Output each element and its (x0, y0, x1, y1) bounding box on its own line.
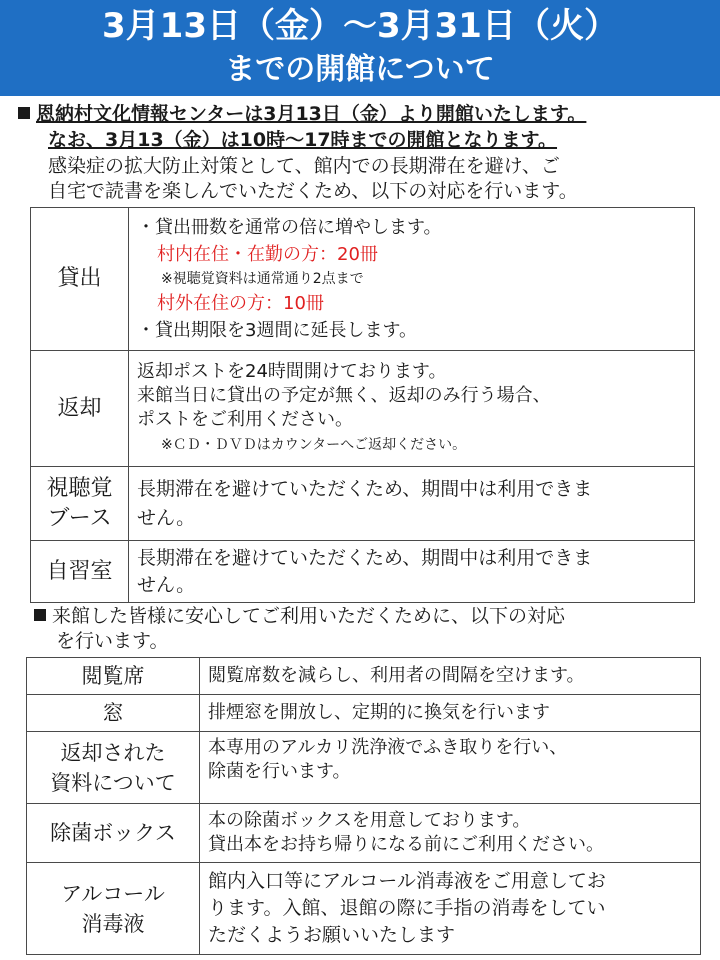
table-row-sterilization-box (27, 804, 701, 863)
sterilization-box-label: 除菌ボックス (27, 804, 200, 863)
alcohol-details: 館内入口等にアルコール消毒液をご用意してお ります。入館、退館の際に手指の消毒をしてい ただくようお願いいたします (200, 863, 701, 955)
intro-text-line-1: 感染症の拡大防止対策として、館内での長期滞在を避け、ご (48, 155, 560, 177)
intro-text-line-2: 自宅で読書を楽しんでいただくため、以下の対応を行います。 (48, 180, 578, 202)
bullet-square-icon (18, 107, 30, 119)
return-label: 返却 (31, 351, 129, 467)
table-row-lending (31, 208, 695, 351)
safety-measures-table (26, 657, 701, 955)
table-row-alcohol (27, 863, 701, 955)
table-row-window (27, 695, 701, 732)
table-row-av-booth (31, 467, 695, 541)
av-booth-label: 視聴覚 ブース (31, 467, 129, 541)
returned-materials-details: 本専用のアルカリ洗浄液でふき取りを行い、 除菌を行います。 (200, 732, 701, 804)
study-room-details: 長期滞在を避けていただくため、期間中は利用できま せん。 (129, 541, 695, 603)
table-row-returned-materials (27, 732, 701, 804)
opening-hours-notice: なお、3月13（金）は10時～17時までの開館となります。 (48, 129, 558, 151)
av-booth-details: 長期滞在を避けていただくため、期間中は利用できま せん。 (129, 467, 695, 541)
sterilization-box-details: 本の除菌ボックスを用意しております。 貸出本をお持ち帰りになる前にご利用ください。 (200, 804, 701, 863)
safety-measures-intro: 来館した皆様に安心してご利用いただくために、以下の対応 (34, 604, 565, 629)
returned-materials-label: 返却された 資料について (27, 732, 200, 804)
title-dates: 3月13日（金）～3月31日（火） (102, 6, 618, 46)
reading-seats-label: 閲覧席 (27, 658, 200, 695)
table-row-study-room (31, 541, 695, 603)
title-subject: までの開館について (225, 52, 495, 87)
opening-notice: 恩納村文化情報センターは3月13日（金）より開館いたします。 (18, 101, 586, 127)
alcohol-label: アルコール 消毒液 (27, 863, 200, 955)
lending-details: ・貸出冊数を通常の倍に増やします。 村内在住・在勤の方：20冊 ※視聴覚資料は通常通り2点まで 村外在住の方：10冊 ・貸出期限を3週間に延長します。 (129, 208, 695, 351)
return-details: 返却ポストを24時間開けております。 来館当日に貸出の予定が無く、返却のみ行う場合、 ポストをご利用ください。 ※ＣＤ・ＤＶＤはカウンターへご返却ください。 (129, 351, 695, 467)
bullet-square-icon (34, 609, 46, 621)
study-room-label: 自習室 (31, 541, 129, 603)
title-banner (0, 0, 720, 96)
window-label: 窓 (27, 695, 200, 732)
table-row-reading-seats (27, 658, 701, 695)
reading-seats-details: 閲覧席数を減らし、利用者の間隔を空けます。 (200, 658, 701, 695)
safety-measures-intro-line-2: を行います。 (56, 630, 169, 652)
window-details: 排煙窓を開放し、定期的に換気を行います (200, 695, 701, 732)
service-changes-table (30, 207, 695, 603)
table-row-return (31, 351, 695, 467)
lending-label: 貸出 (31, 208, 129, 351)
